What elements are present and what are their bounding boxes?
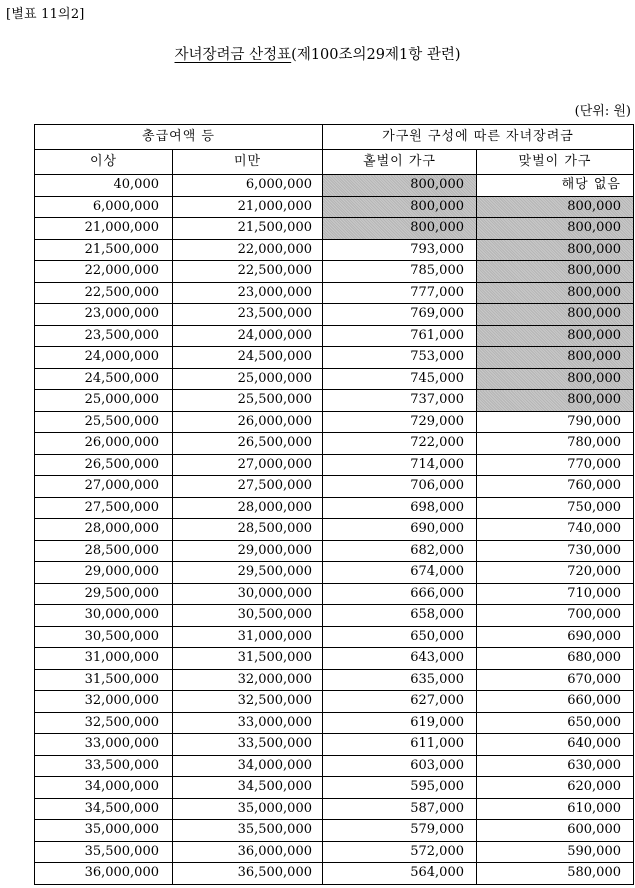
table-row [35,734,634,756]
table-row [35,540,634,562]
cell-single-earner: 800,000 [323,218,477,240]
cell-to: 26,000,000 [173,411,323,433]
cell-dual-earner: 720,000 [477,562,634,584]
cell-dual-earner: 790,000 [477,411,634,433]
cell-to: 24,000,000 [173,325,323,347]
cell-from: 26,500,000 [35,454,173,476]
table-row [35,583,634,605]
title-main: 자녀장려금 산정표 [174,47,292,63]
table-row [35,863,634,885]
cell-to: 28,500,000 [173,519,323,541]
table-row [35,411,634,433]
cell-single-earner: 619,000 [323,712,477,734]
cell-from: 29,000,000 [35,562,173,584]
cell-from: 33,500,000 [35,755,173,777]
cell-dual-earner: 650,000 [477,712,634,734]
cell-to: 25,500,000 [173,390,323,412]
cell-from: 30,500,000 [35,626,173,648]
cell-to: 27,000,000 [173,454,323,476]
table-row [35,605,634,627]
cell-single-earner: 706,000 [323,476,477,498]
table-row [35,497,634,519]
cell-from: 6,000,000 [35,196,173,218]
cell-from: 25,000,000 [35,390,173,412]
header-total-pay: 총급여액 등 [35,125,323,150]
cell-to: 22,500,000 [173,261,323,283]
annex-label: [별표 11의2] [6,7,85,22]
cell-dual-earner: 620,000 [477,777,634,799]
cell-dual-earner: 640,000 [477,734,634,756]
cell-from: 24,500,000 [35,368,173,390]
cell-dual-earner: 800,000 [477,196,634,218]
cell-from: 21,500,000 [35,239,173,261]
cell-from: 25,500,000 [35,411,173,433]
cell-from: 32,000,000 [35,691,173,713]
cell-to: 36,000,000 [173,841,323,863]
cell-to: 33,500,000 [173,734,323,756]
cell-single-earner: 690,000 [323,519,477,541]
cell-to: 34,000,000 [173,755,323,777]
cell-to: 27,500,000 [173,476,323,498]
cell-dual-earner: 770,000 [477,454,634,476]
cell-from: 23,500,000 [35,325,173,347]
cell-dual-earner: 해당 없음 [477,175,634,197]
cell-to: 23,500,000 [173,304,323,326]
cell-to: 35,000,000 [173,798,323,820]
cell-dual-earner: 610,000 [477,798,634,820]
cell-from: 33,000,000 [35,734,173,756]
table-row [35,454,634,476]
cell-single-earner: 611,000 [323,734,477,756]
header-from: 이상 [35,150,173,175]
cell-single-earner: 643,000 [323,648,477,670]
cell-to: 33,000,000 [173,712,323,734]
table-row [35,798,634,820]
cell-dual-earner: 740,000 [477,519,634,541]
cell-single-earner: 635,000 [323,669,477,691]
cell-from: 27,500,000 [35,497,173,519]
cell-dual-earner: 780,000 [477,433,634,455]
cell-to: 25,000,000 [173,368,323,390]
table-row [35,347,634,369]
table-row [35,777,634,799]
cell-single-earner: 587,000 [323,798,477,820]
cell-single-earner: 603,000 [323,755,477,777]
cell-single-earner: 595,000 [323,777,477,799]
cell-to: 22,000,000 [173,239,323,261]
cell-single-earner: 674,000 [323,562,477,584]
cell-dual-earner: 800,000 [477,239,634,261]
unit-label: (단위: 원) [574,104,631,119]
cell-single-earner: 777,000 [323,282,477,304]
table-row [35,196,634,218]
cell-to: 31,000,000 [173,626,323,648]
table-row [35,476,634,498]
cell-dual-earner: 800,000 [477,325,634,347]
allowance-table [34,124,634,885]
table-row [35,519,634,541]
cell-from: 28,000,000 [35,519,173,541]
sub-header-row [35,150,634,175]
header-dual-earner: 맞벌이 가구 [477,150,634,175]
table-row [35,175,634,197]
cell-dual-earner: 590,000 [477,841,634,863]
cell-dual-earner: 800,000 [477,261,634,283]
table-row [35,562,634,584]
table-row [35,261,634,283]
cell-single-earner: 745,000 [323,368,477,390]
cell-from: 26,000,000 [35,433,173,455]
cell-single-earner: 753,000 [323,347,477,369]
cell-from: 22,000,000 [35,261,173,283]
table-row [35,239,634,261]
cell-from: 22,500,000 [35,282,173,304]
table-row [35,691,634,713]
cell-from: 31,000,000 [35,648,173,670]
document-title [0,43,635,64]
cell-single-earner: 579,000 [323,820,477,842]
header-child-allowance: 가구원 구성에 따른 자녀장려금 [323,125,634,150]
cell-to: 26,500,000 [173,433,323,455]
table-row [35,325,634,347]
cell-single-earner: 627,000 [323,691,477,713]
cell-dual-earner: 660,000 [477,691,634,713]
cell-to: 29,000,000 [173,540,323,562]
cell-single-earner: 714,000 [323,454,477,476]
cell-dual-earner: 670,000 [477,669,634,691]
cell-single-earner: 682,000 [323,540,477,562]
cell-single-earner: 800,000 [323,175,477,197]
cell-dual-earner: 800,000 [477,368,634,390]
cell-dual-earner: 800,000 [477,282,634,304]
cell-single-earner: 650,000 [323,626,477,648]
cell-dual-earner: 750,000 [477,497,634,519]
cell-single-earner: 698,000 [323,497,477,519]
cell-to: 23,000,000 [173,282,323,304]
cell-from: 30,000,000 [35,605,173,627]
table-row [35,368,634,390]
cell-to: 24,500,000 [173,347,323,369]
cell-to: 32,500,000 [173,691,323,713]
cell-from: 35,500,000 [35,841,173,863]
cell-to: 29,500,000 [173,562,323,584]
cell-dual-earner: 730,000 [477,540,634,562]
cell-from: 35,000,000 [35,820,173,842]
cell-from: 28,500,000 [35,540,173,562]
header-single-earner: 홑벌이 가구 [323,150,477,175]
cell-single-earner: 729,000 [323,411,477,433]
cell-dual-earner: 630,000 [477,755,634,777]
cell-to: 6,000,000 [173,175,323,197]
cell-dual-earner: 760,000 [477,476,634,498]
cell-single-earner: 666,000 [323,583,477,605]
table-row [35,820,634,842]
cell-from: 34,500,000 [35,798,173,820]
table-row [35,390,634,412]
cell-to: 21,000,000 [173,196,323,218]
table-row [35,648,634,670]
cell-dual-earner: 700,000 [477,605,634,627]
cell-from: 24,000,000 [35,347,173,369]
cell-dual-earner: 680,000 [477,648,634,670]
cell-from: 36,000,000 [35,863,173,885]
cell-from: 21,000,000 [35,218,173,240]
cell-single-earner: 785,000 [323,261,477,283]
header-to: 미만 [173,150,323,175]
group-header-row [35,125,634,150]
table-row [35,304,634,326]
table-row [35,626,634,648]
cell-single-earner: 800,000 [323,196,477,218]
cell-to: 35,500,000 [173,820,323,842]
cell-single-earner: 722,000 [323,433,477,455]
cell-dual-earner: 800,000 [477,304,634,326]
cell-to: 34,500,000 [173,777,323,799]
cell-to: 32,000,000 [173,669,323,691]
cell-from: 40,000 [35,175,173,197]
cell-to: 31,500,000 [173,648,323,670]
cell-from: 34,000,000 [35,777,173,799]
table-row [35,433,634,455]
cell-from: 23,000,000 [35,304,173,326]
title-reference: (제100조의29제1항 관련) [291,47,461,63]
cell-from: 32,500,000 [35,712,173,734]
cell-dual-earner: 580,000 [477,863,634,885]
cell-to: 21,500,000 [173,218,323,240]
cell-to: 30,000,000 [173,583,323,605]
cell-dual-earner: 800,000 [477,347,634,369]
table-row [35,218,634,240]
table-row [35,841,634,863]
cell-from: 31,500,000 [35,669,173,691]
cell-single-earner: 761,000 [323,325,477,347]
cell-from: 27,000,000 [35,476,173,498]
cell-to: 36,500,000 [173,863,323,885]
cell-dual-earner: 690,000 [477,626,634,648]
table-row [35,282,634,304]
table-row [35,755,634,777]
cell-to: 28,000,000 [173,497,323,519]
cell-dual-earner: 800,000 [477,390,634,412]
cell-single-earner: 793,000 [323,239,477,261]
table-row [35,712,634,734]
cell-dual-earner: 800,000 [477,218,634,240]
cell-single-earner: 564,000 [323,863,477,885]
cell-single-earner: 737,000 [323,390,477,412]
table-row [35,669,634,691]
cell-single-earner: 769,000 [323,304,477,326]
cell-from: 29,500,000 [35,583,173,605]
cell-single-earner: 572,000 [323,841,477,863]
cell-to: 30,500,000 [173,605,323,627]
cell-single-earner: 658,000 [323,605,477,627]
cell-dual-earner: 710,000 [477,583,634,605]
cell-dual-earner: 600,000 [477,820,634,842]
